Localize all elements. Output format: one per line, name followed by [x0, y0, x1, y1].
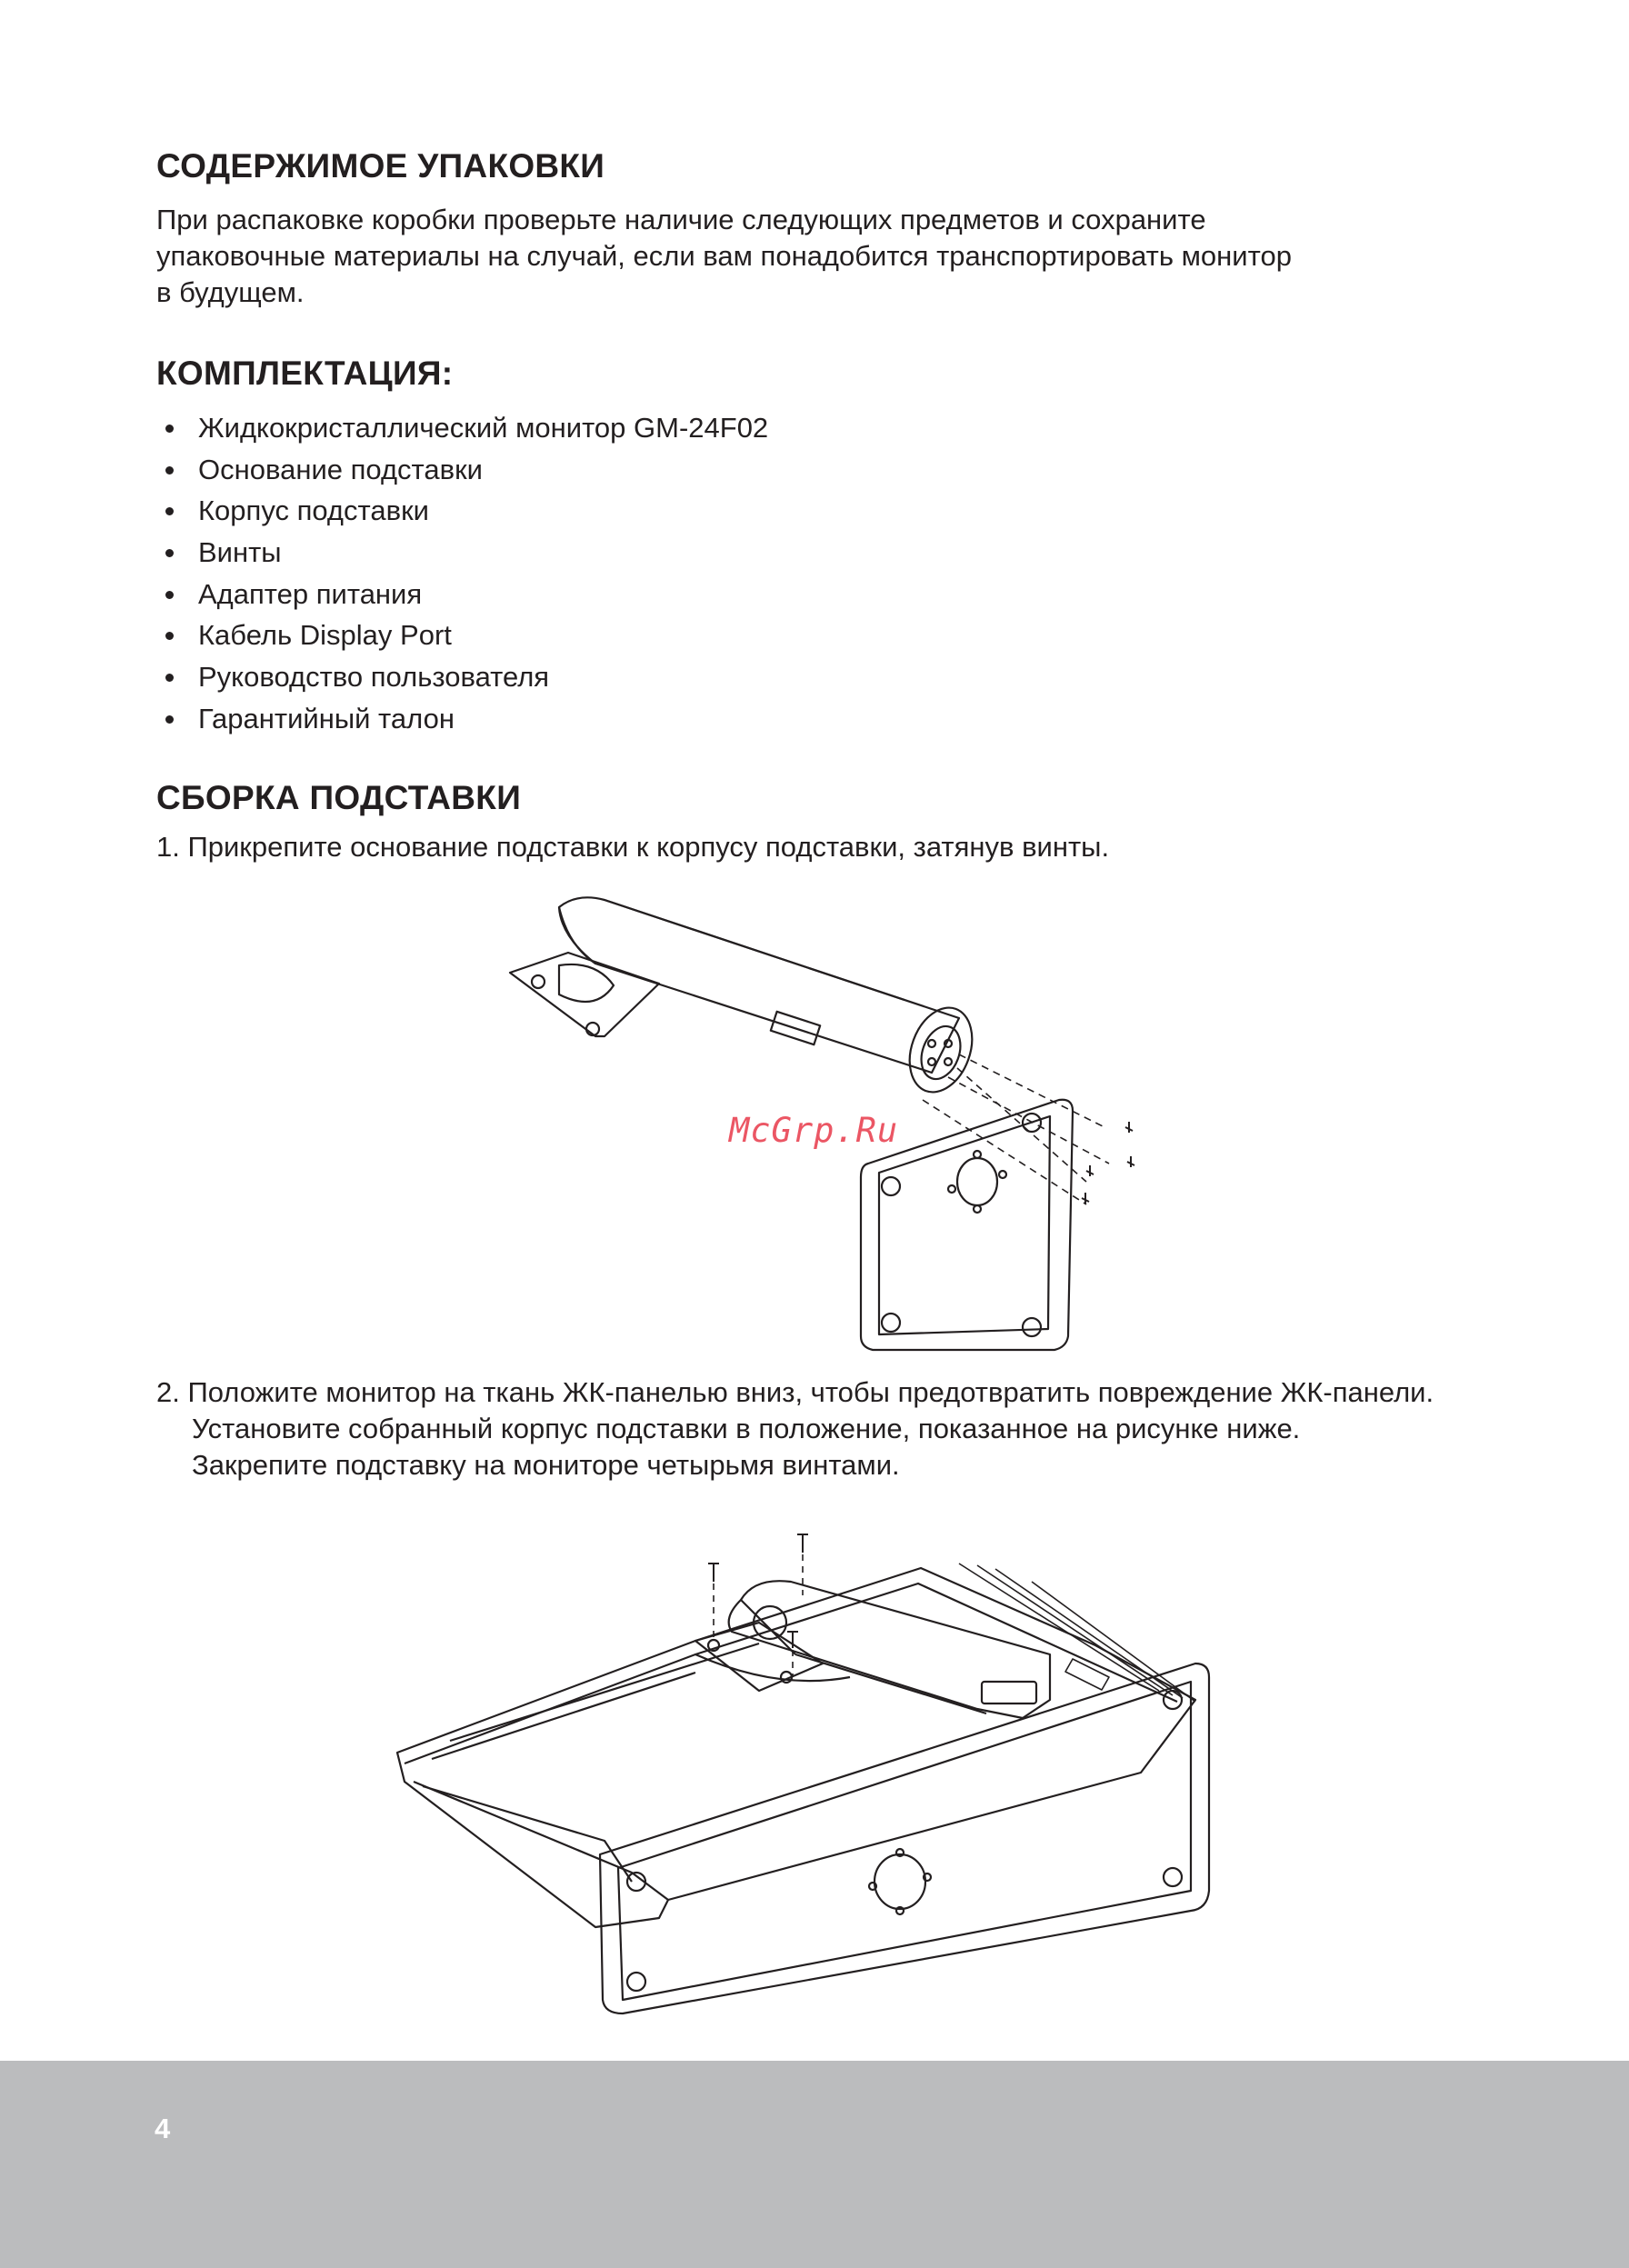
list-item: Жидкокристаллический монитор GM-24F02: [156, 407, 768, 449]
monitor-stand-mount-illustration: [395, 1509, 1214, 2018]
step-2-text: [156, 1374, 1434, 1484]
watermark: McGrp.Ru: [729, 1111, 899, 1150]
contents-text-line-1: При распаковке коробки проверьте наличие следующих предметов и сохраните: [156, 204, 1206, 235]
contents-text-line-3: в будущем.: [156, 276, 305, 308]
step-1-text: 1. Прикрепите основание подставки к корпусу подставки, затянув винты.: [156, 831, 1110, 863]
list-item: Адаптер питания: [156, 574, 768, 615]
step-2-line-2: Установите собранный корпус подставки в положение, показанное на рисунке ниже.: [192, 1413, 1301, 1444]
step-2-line-1: 2. Положите монитор на ткань ЖК-панелью вниз, чтобы предотвратить повреждение ЖК-панели.: [156, 1376, 1434, 1408]
list-item: Корпус подставки: [156, 490, 768, 532]
package-list: [156, 407, 768, 740]
list-item: Гарантийный талон: [156, 698, 768, 740]
list-item: Кабель Display Port: [156, 614, 768, 656]
section-title-contents: СОДЕРЖИМОЕ УПАКОВКИ: [156, 147, 605, 185]
list-item: Основание подставки: [156, 449, 768, 491]
contents-text-line-2: упаковочные материалы на случай, если вам понадобится транспортировать монитор: [156, 240, 1292, 272]
page-footer: [0, 2061, 1629, 2268]
list-item: Руководство пользователя: [156, 656, 768, 698]
page-number: 4: [155, 2113, 171, 2144]
section-title-package: КОМПЛЕКТАЦИЯ:: [156, 355, 454, 392]
step-2-line-3: Закрепите подставку на мониторе четырьмя винтами.: [192, 1449, 900, 1481]
section-title-assembly: СБОРКА ПОДСТАВКИ: [156, 779, 522, 816]
list-item: Винты: [156, 532, 768, 574]
